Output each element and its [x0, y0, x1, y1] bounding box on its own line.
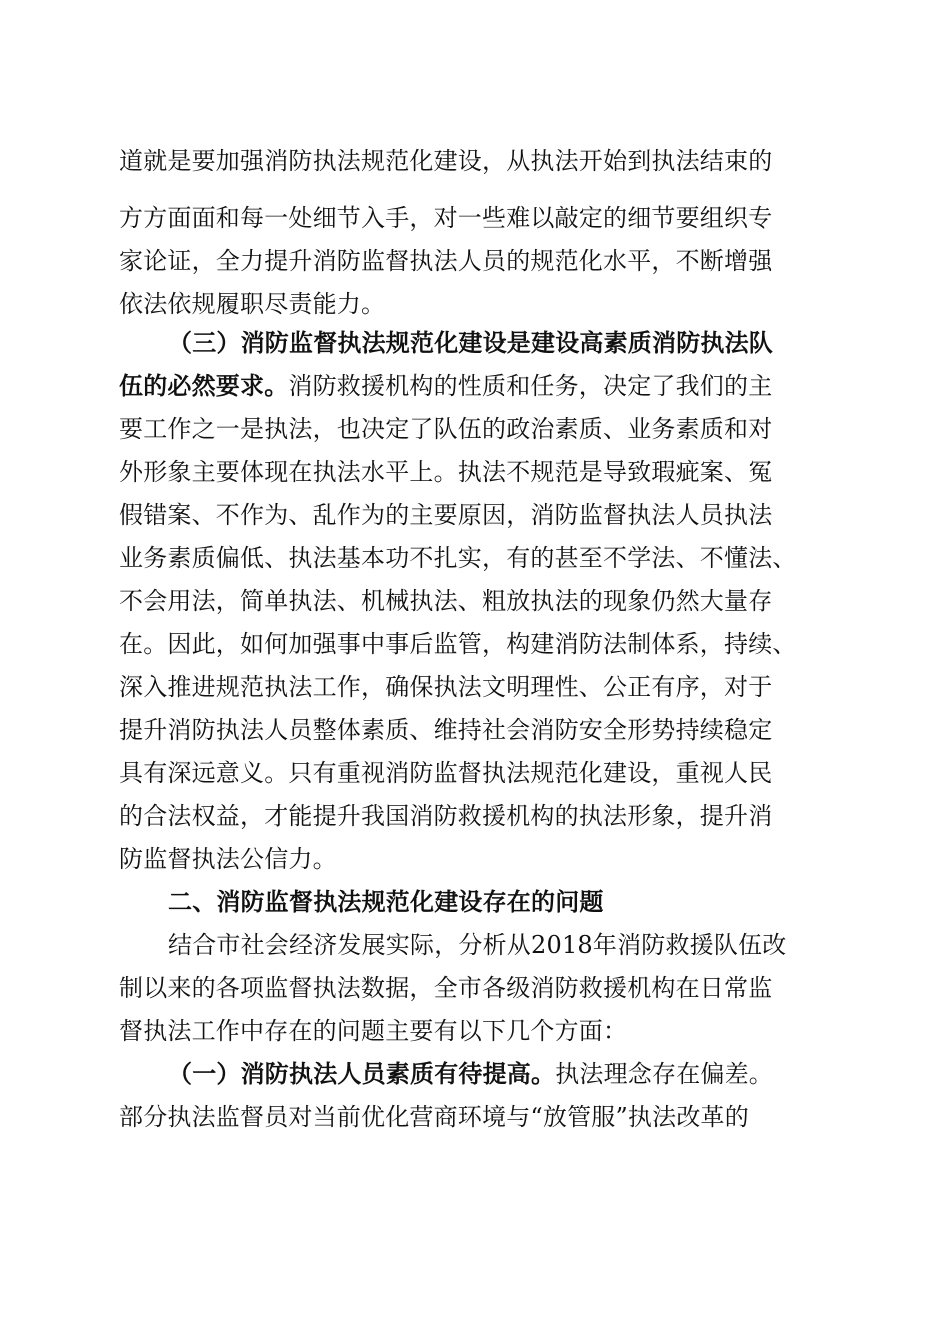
- paragraph-2-line-2-text: 消防救援机构的性质和任务，决定了我们的主: [288, 372, 773, 400]
- paragraph-4-line-2: 部分执法监督员对当前优化营商环境与“放管服”执法改革的: [119, 1103, 749, 1131]
- paragraph-1-line-3: 家论证，全力提升消防监督执法人员的规范化水平，不断增强: [119, 247, 773, 275]
- paragraph-2-lead-heading-cont: 伍的必然要求。: [119, 371, 289, 400]
- paragraph-1-line-1: 道就是要加强消防执法规范化建设，从执法开始到执法结束的: [119, 147, 773, 175]
- paragraph-4-line-1: [168, 1051, 773, 1097]
- paragraph-2-line-8: 在。因此，如何加强事中事后监管，构建消防法制体系，持续、: [119, 630, 797, 658]
- paragraph-3-line-2: 制以来的各项监督执法数据，全市各级消防救援机构在日常监: [119, 974, 773, 1002]
- paragraph-2-lead-heading: （三）消防监督执法规范化建设是建设高素质消防执法队: [168, 328, 773, 357]
- paragraph-1-line-4: 依法依规履职尽责能力。: [119, 290, 386, 318]
- paragraph-2-line-13: 防监督执法公信力。: [119, 845, 337, 873]
- paragraph-2-line-10: 提升消防执法人员整体素质、维持社会消防安全形势持续稳定: [119, 716, 773, 744]
- paragraph-2-line-3: 要工作之一是执法，也决定了队伍的政治素质、业务素质和对: [119, 415, 773, 443]
- paragraph-3-line-1: 结合市社会经济发展实际，分析从2018年消防救援队伍改: [168, 931, 787, 959]
- paragraph-2-line-5: 假错案、不作为、乱作为的主要原因，消防监督执法人员执法: [119, 501, 773, 529]
- paragraph-2-line-6: 业务素质偏低、执法基本功不扎实，有的甚至不学法、不懂法、: [119, 544, 797, 572]
- paragraph-1-line-2: 方方面面和每一处细节入手，对一些难以敲定的细节要组织专: [119, 204, 773, 232]
- paragraph-4-lead-heading: （一）消防执法人员素质有待提高。: [168, 1059, 556, 1088]
- section-heading: 二、消防监督执法规范化建设存在的问题: [168, 888, 604, 916]
- paragraph-2-line-2: [119, 363, 772, 409]
- paragraph-4-line-1-text: 执法理念存在偏差。: [555, 1060, 774, 1088]
- paragraph-2-line-7: 不会用法，简单执法、机械执法、粗放执法的现象仍然大量存: [119, 587, 773, 615]
- paragraph-2-line-9: 深入推进规范执法工作，确保执法文明理性、公正有序，对于: [119, 673, 773, 701]
- paragraph-2-line-4: 外形象主要体现在执法水平上。执法不规范是导致瑕疵案、冤: [119, 458, 773, 486]
- paragraph-2-line-11: 具有深远意义。只有重视消防监督执法规范化建设，重视人民: [119, 759, 773, 787]
- paragraph-2-line-12: 的合法权益，才能提升我国消防救援机构的执法形象，提升消: [119, 802, 773, 830]
- paragraph-3-line-3: 督执法工作中存在的问题主要有以下几个方面：: [119, 1017, 628, 1045]
